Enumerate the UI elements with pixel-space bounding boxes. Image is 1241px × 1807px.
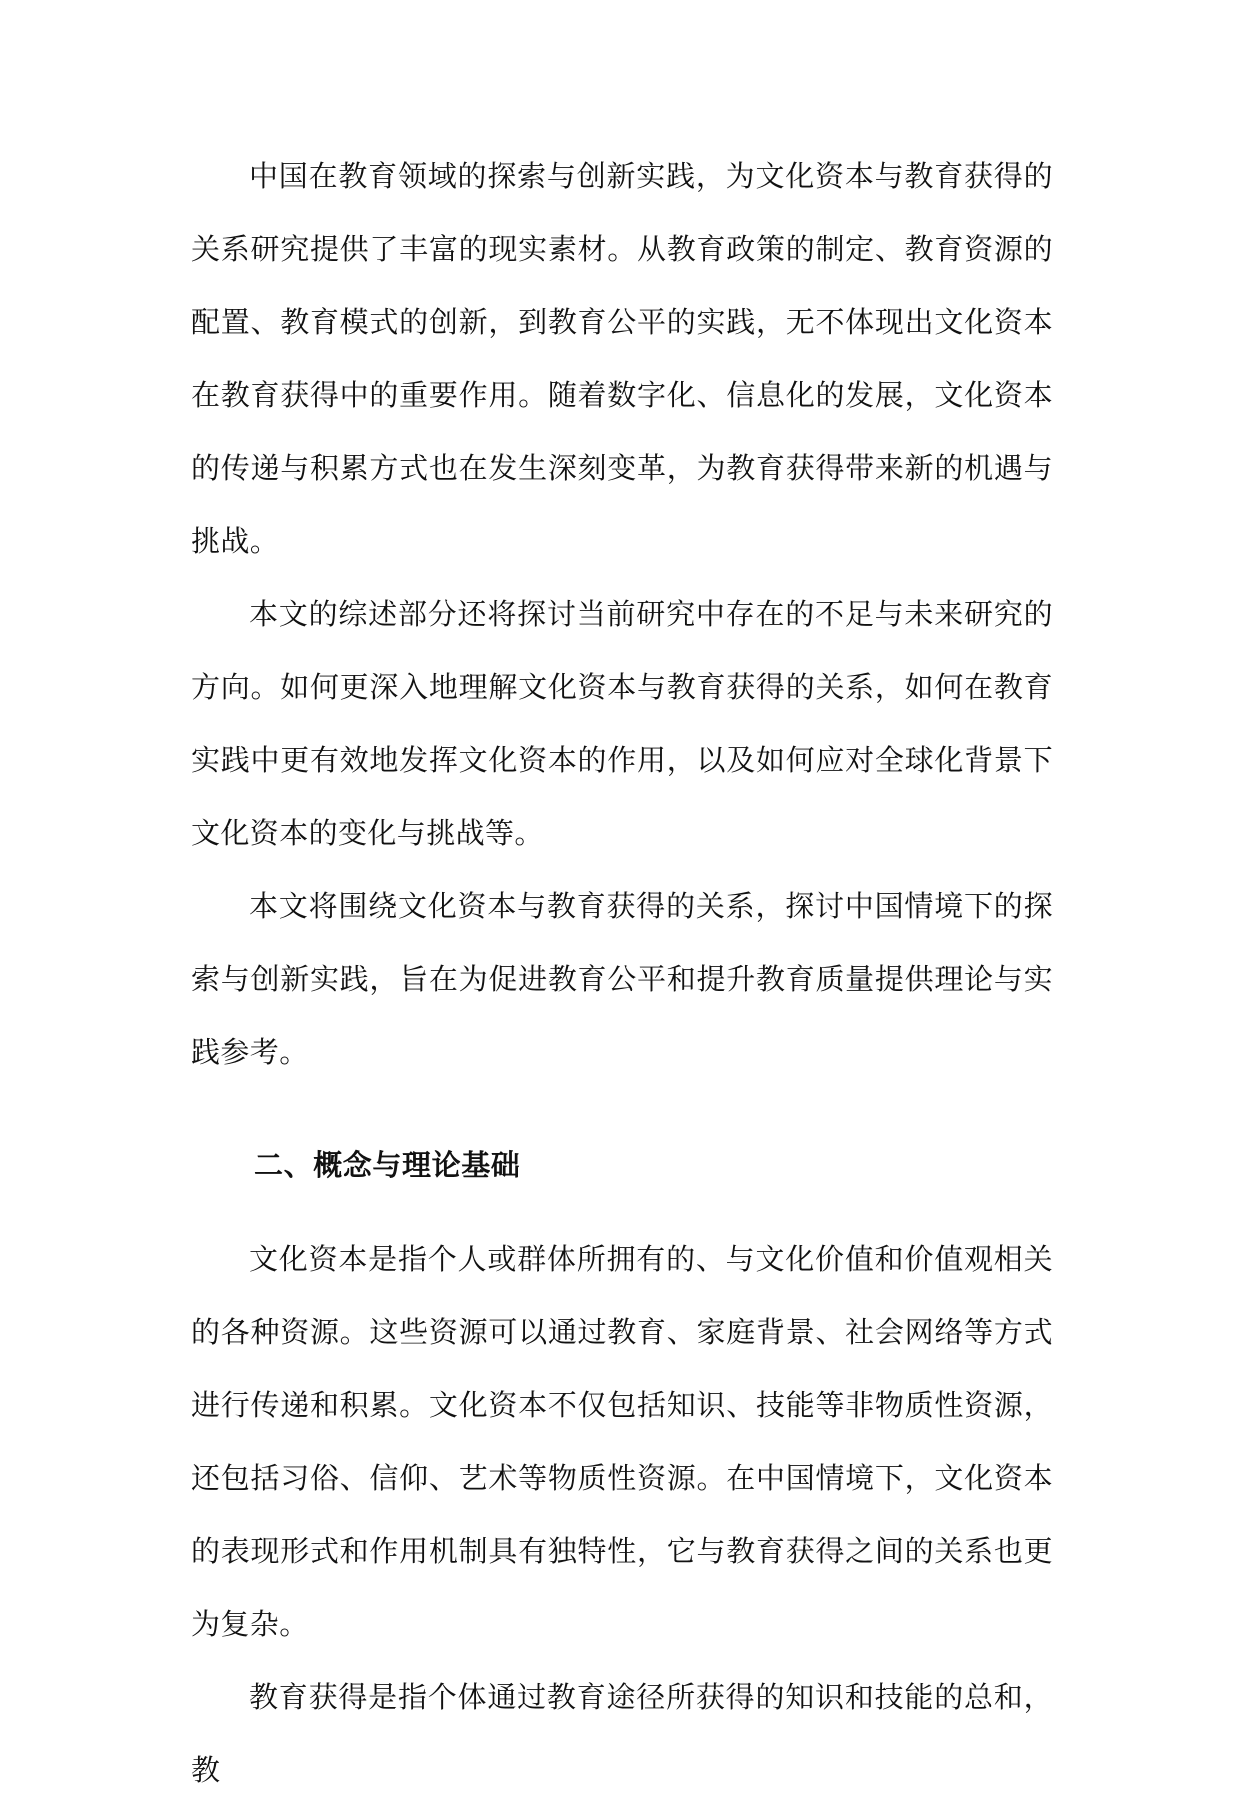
- section-heading: 二、概念与理论基础: [254, 1148, 521, 1182]
- paragraph: 中国在教育领域的探索与创新实践，为文化资本与教育获得的关系研究提供了丰富的现实素材。从教育政策的制定、教育资源的配置、教育模式的创新，到教育公平的实践，无不体现出文化资本在教育获得中的重要作用。随着数字化、信息化的发展，文化资本的传递与积累方式也在发生深刻变革，为教育获得带来新的机遇与挑战。: [191, 159, 1053, 558]
- paragraph: 文化资本是指个人或群体所拥有的、与文化价值和价值观相关的各种资源。这些资源可以通过教育、家庭背景、社会网络等方式进行传递和积累。文化资本不仅包括知识、技能等非物质性资源，还包括习俗、信仰、艺术等物质性资源。在中国情境下，文化资本的表现形式和作用机制具有独特性，它与教育获得之间的关系也更为复杂。: [191, 1242, 1053, 1641]
- document-body: [191, 140, 1053, 1807]
- paragraph: 本文将围绕文化资本与教育获得的关系，探讨中国情境下的探索与创新实践，旨在为促进教育公平和提升教育质量提供理论与实践参考。: [191, 889, 1053, 1069]
- paragraph: 本文的综述部分还将探讨当前研究中存在的不足与未来研究的方向。如何更深入地理解文化资本与教育获得的关系，如何在教育实践中更有效地发挥文化资本的作用，以及如何应对全球化背景下文化资本的变化与挑战等。: [191, 597, 1053, 850]
- paragraph: 教育获得是指个体通过教育途径所获得的知识和技能的总和，教: [191, 1680, 1053, 1787]
